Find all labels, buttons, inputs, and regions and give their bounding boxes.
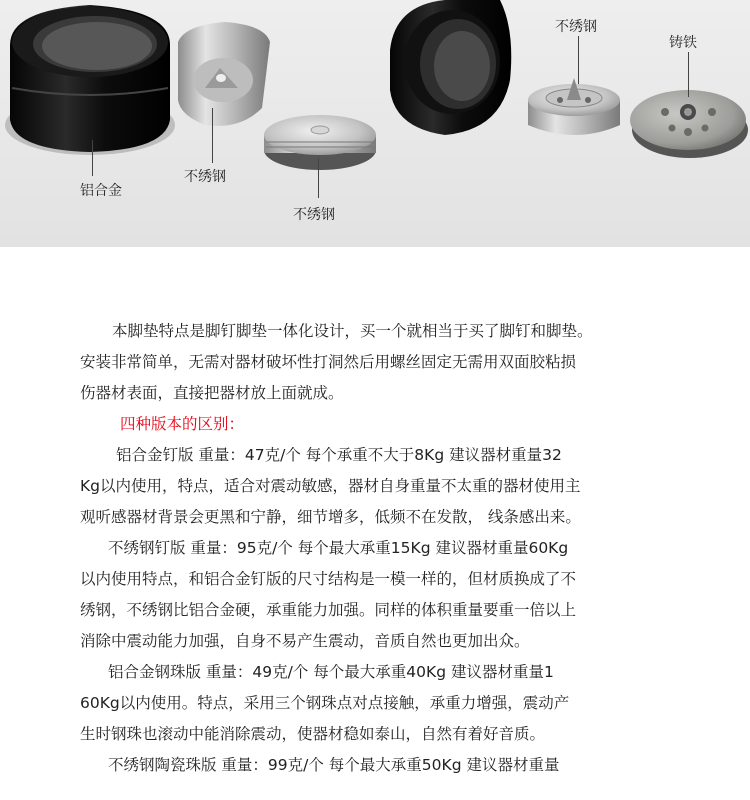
- paragraph-line: 生时钢珠也滚动中能消除震动，使器材稳如泰山，自然有着好音质。: [80, 725, 546, 743]
- black-ring: [390, 0, 511, 135]
- stainless-ball-pad: [528, 78, 620, 135]
- leader-cast-iron: [688, 52, 689, 97]
- product-photo: [0, 0, 750, 247]
- stainless-disc: [264, 115, 376, 170]
- aluminum-ring: [5, 5, 175, 155]
- label-stainless-1: 不绣钢: [184, 169, 226, 185]
- label-aluminum: 铝合金: [80, 183, 122, 199]
- paragraph-line: 安装非常简单，无需对器材破坏性打洞然后用螺丝固定无需用双面胶粘损: [80, 353, 577, 371]
- label-cast-iron: 铸铁: [669, 35, 697, 51]
- leader-stainless-2: [318, 158, 319, 198]
- label-stainless-3: 不绣钢: [555, 19, 597, 35]
- product-illustration: [0, 0, 750, 247]
- paragraph-line: 60Kg以内使用。特点，采用三个钢珠点对点接触，承重力增强，震动产: [80, 694, 570, 712]
- stainless-spike: [178, 22, 270, 126]
- description-text: [80, 316, 660, 781]
- paragraph-line: 本脚垫特点是脚钉脚垫一体化设计，买一个就相当于买了脚钉和脚垫。: [112, 322, 593, 340]
- paragraph-line: 以内使用特点，和铝合金钉版的尺寸结构是一模一样的，但材质换成了不: [80, 570, 577, 588]
- paragraph-line: 不绣钢钉版 重量：95克/个 每个最大承重15Kg 建议器材重量60Kg: [108, 539, 569, 557]
- paragraph-line: 不绣钢陶瓷珠版 重量：99克/个 每个最大承重50Kg 建议器材重量: [108, 756, 560, 774]
- paragraph-line: 铝合金钢珠版 重量：49克/个 每个最大承重40Kg 建议器材重量1: [108, 663, 554, 681]
- cast-iron-disc: [630, 90, 748, 158]
- leader-stainless-1: [212, 108, 213, 163]
- leader-aluminum: [92, 140, 93, 176]
- paragraph-line: 绣钢，不绣钢比铝合金硬，承重能力加强。同样的体积重量要重一倍以上: [80, 601, 577, 619]
- leader-stainless-3: [578, 36, 579, 84]
- paragraph-line: 消除中震动能力加强，自身不易产生震动，音质自然也更加出众。: [80, 632, 530, 650]
- label-stainless-2: 不绣钢: [293, 207, 335, 223]
- paragraph-line: Kg以内使用，特点，适合对震动敏感，器材自身重量不太重的器材使用主: [80, 477, 581, 495]
- versions-heading: 四种版本的区别：: [120, 415, 245, 433]
- paragraph-line: 观听感器材背景会更黑和宁静，细节增多，低频不在发散， 线条感出来。: [80, 508, 581, 526]
- paragraph-line: 伤器材表面，直接把器材放上面就成。: [80, 384, 344, 402]
- paragraph-line: 铝合金钉版 重量：47克/个 每个承重不大于8Kg 建议器材重量32: [116, 446, 562, 464]
